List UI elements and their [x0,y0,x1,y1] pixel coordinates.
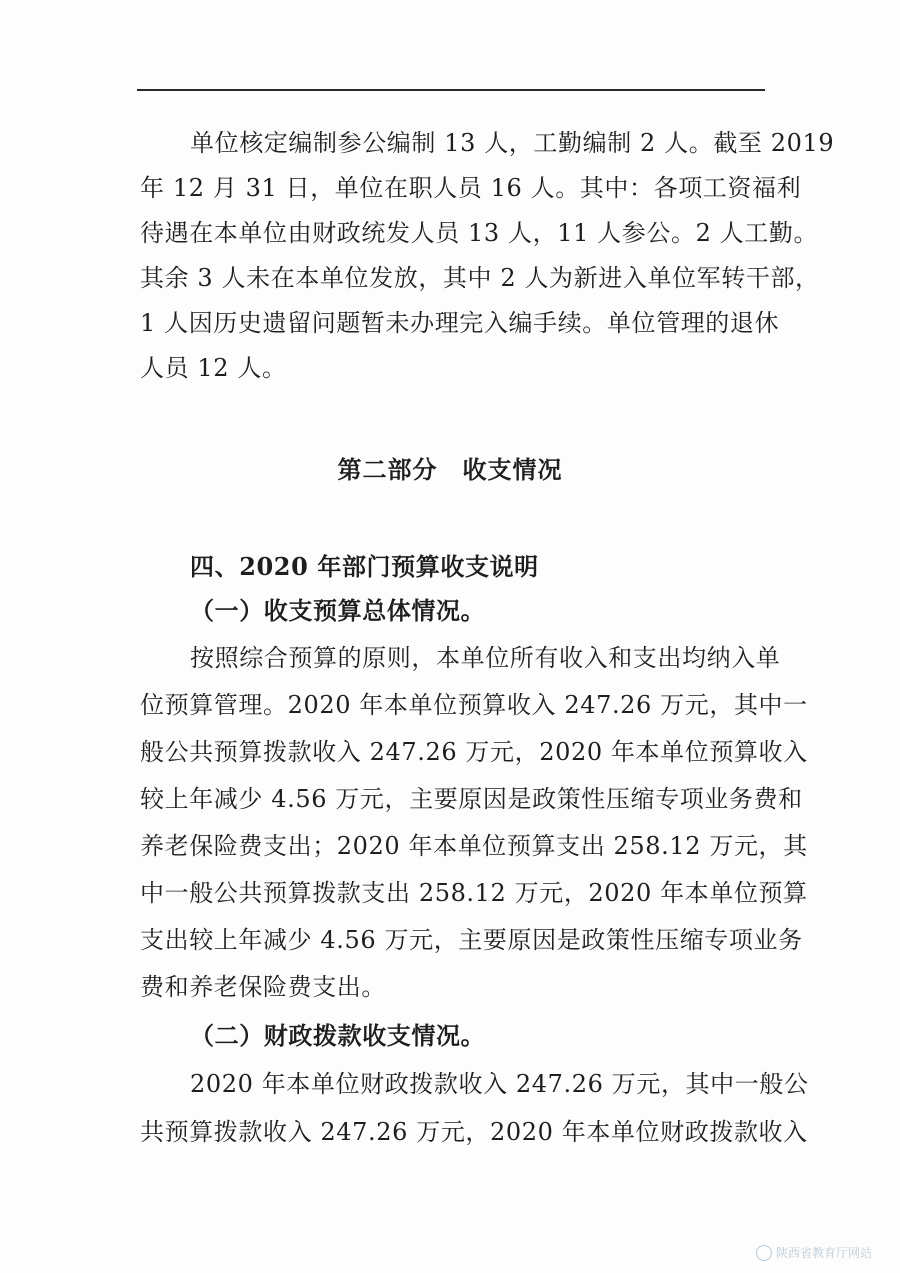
header-rule [137,89,765,91]
paragraph2-line-8: 费和养老保险费支出。 [140,973,386,1001]
paragraph3-line-2: 共预算拨款收入 247.26 万元，2020 年本单位财政拨款收入 [140,1118,808,1146]
paragraph2-line-1: 按照综合预算的原则，本单位所有收入和支出均纳入单 [190,644,781,672]
paragraph2-line-4: 较上年减少 4.56 万元，主要原因是政策性压缩专项业务费和 [140,785,803,813]
paragraph3-line-1: 2020 年本单位财政拨款收入 247.26 万元，其中一般公 [190,1070,809,1098]
paragraph2-line-2: 位预算管理。2020 年本单位预算收入 247.26 万元，其中一 [140,691,808,719]
sub2-heading: （二）财政拨款收支情况。 [190,1021,486,1050]
paragraph2-line-5: 养老保险费支出；2020 年本单位预算支出 258.12 万元，其 [140,832,808,860]
paragraph2-line-7: 支出较上年减少 4.56 万元，主要原因是政策性压缩专项业务 [140,926,803,954]
site-watermark [756,1244,872,1261]
paragraph2-line-6: 中一般公共预算拨款支出 258.12 万元，2020 年本单位预算 [140,879,808,907]
paragraph1-line-5: 1 人因历史遗留问题暂未办理完入编手续。单位管理的退休 [140,309,780,337]
watermark-text: 陕西省教育厅网站 [775,1246,872,1260]
paragraph1-line-6: 人员 12 人。 [140,354,287,382]
paragraph1-line-1: 单位核定编制参公编制 13 人，工勤编制 2 人。截至 2019 [190,129,835,157]
section4-heading: 四、2020 年部门预算收支说明 [190,552,539,581]
paragraph2-line-3: 般公共预算拨款收入 247.26 万元，2020 年本单位预算收入 [140,738,808,766]
sub1-heading: （一）收支预算总体情况。 [190,596,486,625]
paragraph1-line-3: 待遇在本单位由财政统发人员 13 人，11 人参公。2 人工勤。 [140,219,819,247]
paragraph1-line-2: 年 12 月 31 日，单位在职人员 16 人。其中：各项工资福利 [140,174,802,202]
paragraph1-line-4: 其余 3 人未在本单位发放，其中 2 人为新进入单位军转干部， [140,264,820,292]
watermark-logo-icon [756,1245,772,1261]
part-heading: 第二部分 收支情况 [337,455,563,484]
